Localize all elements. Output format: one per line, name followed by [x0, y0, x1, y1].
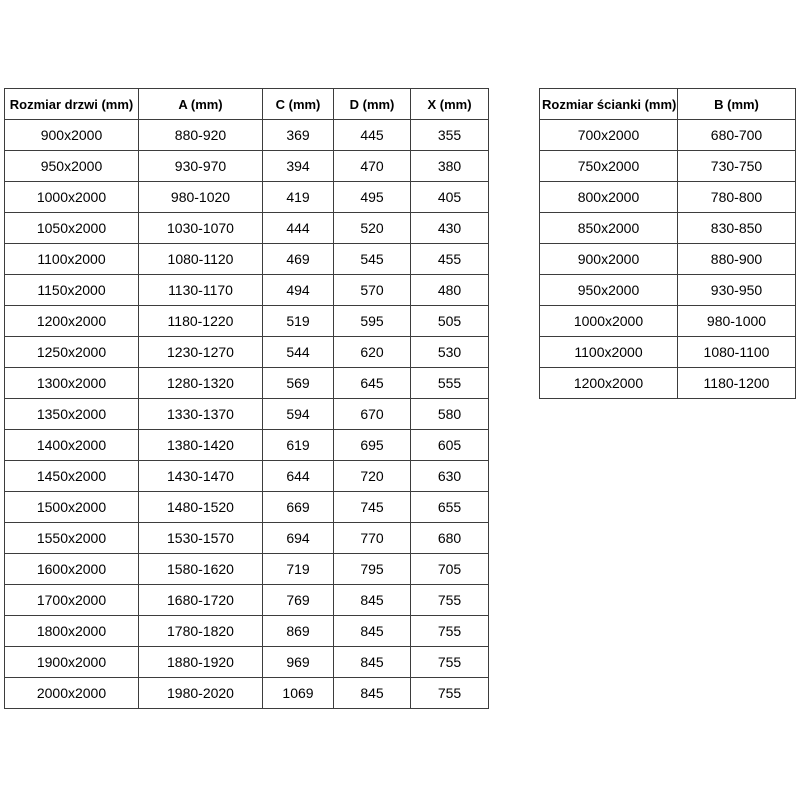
table-cell: 1900x2000 [5, 647, 139, 678]
table-cell: 1500x2000 [5, 492, 139, 523]
table-cell: 1200x2000 [540, 368, 678, 399]
table-cell: 1480-1520 [139, 492, 263, 523]
table-cell: 880-900 [678, 244, 796, 275]
table-cell: 505 [411, 306, 489, 337]
table-row [5, 182, 489, 213]
table-cell: 1580-1620 [139, 554, 263, 585]
table-cell: 755 [411, 678, 489, 709]
table-cell: 1800x2000 [5, 616, 139, 647]
table-cell: 880-920 [139, 120, 263, 151]
table-cell: 394 [263, 151, 334, 182]
wall-size-column-header: Rozmiar ścianki (mm) [540, 89, 678, 120]
table-row [5, 554, 489, 585]
table-cell: 1069 [263, 678, 334, 709]
table-row [5, 523, 489, 554]
table-cell: 780-800 [678, 182, 796, 213]
table-cell: 1680-1720 [139, 585, 263, 616]
table-cell: 1550x2000 [5, 523, 139, 554]
table-cell: 700x2000 [540, 120, 678, 151]
table-cell: 570 [334, 275, 411, 306]
table-cell: 430 [411, 213, 489, 244]
table-cell: 1050x2000 [5, 213, 139, 244]
table-row [5, 368, 489, 399]
table-cell: 1780-1820 [139, 616, 263, 647]
table-cell: 670 [334, 399, 411, 430]
table-row [5, 461, 489, 492]
table-cell: 619 [263, 430, 334, 461]
table-row [5, 306, 489, 337]
table-cell: 630 [411, 461, 489, 492]
table-row [5, 430, 489, 461]
table-row [540, 151, 796, 182]
table-cell: 1700x2000 [5, 585, 139, 616]
table-row [540, 182, 796, 213]
table-cell: 620 [334, 337, 411, 368]
table-cell: 1100x2000 [540, 337, 678, 368]
table-cell: 530 [411, 337, 489, 368]
wall-sizes-table [539, 88, 796, 399]
table-cell: 1000x2000 [5, 182, 139, 213]
table-cell: 2000x2000 [5, 678, 139, 709]
table-cell: 720 [334, 461, 411, 492]
table-cell: 555 [411, 368, 489, 399]
table-cell: 900x2000 [540, 244, 678, 275]
table-cell: 544 [263, 337, 334, 368]
door-a-column-header: A (mm) [139, 89, 263, 120]
table-row [540, 275, 796, 306]
table-cell: 580 [411, 399, 489, 430]
table-cell: 1180-1200 [678, 368, 796, 399]
table-cell: 900x2000 [5, 120, 139, 151]
table-cell: 695 [334, 430, 411, 461]
table-cell: 669 [263, 492, 334, 523]
table-cell: 1330-1370 [139, 399, 263, 430]
table-cell: 680-700 [678, 120, 796, 151]
table-cell: 1150x2000 [5, 275, 139, 306]
table-cell: 750x2000 [540, 151, 678, 182]
table-cell: 869 [263, 616, 334, 647]
table-cell: 545 [334, 244, 411, 275]
table-cell: 1280-1320 [139, 368, 263, 399]
table-cell: 470 [334, 151, 411, 182]
table-cell: 1100x2000 [5, 244, 139, 275]
table-cell: 980-1000 [678, 306, 796, 337]
door-table-body [5, 120, 489, 709]
table-cell: 705 [411, 554, 489, 585]
table-cell: 850x2000 [540, 213, 678, 244]
table-cell: 455 [411, 244, 489, 275]
table-cell: 845 [334, 647, 411, 678]
table-cell: 1080-1100 [678, 337, 796, 368]
table-cell: 969 [263, 647, 334, 678]
table-cell: 1000x2000 [540, 306, 678, 337]
table-cell: 1400x2000 [5, 430, 139, 461]
table-cell: 355 [411, 120, 489, 151]
table-cell: 930-970 [139, 151, 263, 182]
table-cell: 520 [334, 213, 411, 244]
table-cell: 719 [263, 554, 334, 585]
table-cell: 1350x2000 [5, 399, 139, 430]
door-table-header-row [5, 89, 489, 120]
table-cell: 770 [334, 523, 411, 554]
table-cell: 1980-2020 [139, 678, 263, 709]
table-cell: 595 [334, 306, 411, 337]
table-cell: 1530-1570 [139, 523, 263, 554]
wall-table-body [540, 120, 796, 399]
table-row [540, 337, 796, 368]
door-d-column-header: D (mm) [334, 89, 411, 120]
door-sizes-table [4, 88, 489, 709]
table-cell: 594 [263, 399, 334, 430]
table-cell: 519 [263, 306, 334, 337]
table-cell: 1030-1070 [139, 213, 263, 244]
table-cell: 480 [411, 275, 489, 306]
table-cell: 1880-1920 [139, 647, 263, 678]
table-cell: 369 [263, 120, 334, 151]
table-row [5, 275, 489, 306]
table-row [5, 151, 489, 182]
table-cell: 605 [411, 430, 489, 461]
table-cell: 730-750 [678, 151, 796, 182]
table-cell: 845 [334, 616, 411, 647]
table-cell: 950x2000 [5, 151, 139, 182]
table-cell: 1180-1220 [139, 306, 263, 337]
table-cell: 755 [411, 647, 489, 678]
table-cell: 950x2000 [540, 275, 678, 306]
table-row [5, 213, 489, 244]
table-cell: 1430-1470 [139, 461, 263, 492]
table-row [5, 337, 489, 368]
wall-table-header-row [540, 89, 796, 120]
table-cell: 469 [263, 244, 334, 275]
table-row [5, 244, 489, 275]
table-row [540, 244, 796, 275]
table-cell: 755 [411, 585, 489, 616]
table-row [5, 492, 489, 523]
table-cell: 405 [411, 182, 489, 213]
table-cell: 1380-1420 [139, 430, 263, 461]
table-cell: 845 [334, 678, 411, 709]
table-cell: 494 [263, 275, 334, 306]
table-row [540, 213, 796, 244]
table-cell: 444 [263, 213, 334, 244]
table-cell: 830-850 [678, 213, 796, 244]
table-cell: 1230-1270 [139, 337, 263, 368]
table-cell: 445 [334, 120, 411, 151]
table-cell: 795 [334, 554, 411, 585]
table-cell: 380 [411, 151, 489, 182]
table-cell: 569 [263, 368, 334, 399]
table-cell: 980-1020 [139, 182, 263, 213]
table-row [540, 368, 796, 399]
table-cell: 745 [334, 492, 411, 523]
table-cell: 655 [411, 492, 489, 523]
table-row [5, 399, 489, 430]
table-cell: 930-950 [678, 275, 796, 306]
table-cell: 495 [334, 182, 411, 213]
table-cell: 845 [334, 585, 411, 616]
table-row [5, 616, 489, 647]
table-cell: 645 [334, 368, 411, 399]
table-cell: 1600x2000 [5, 554, 139, 585]
table-row [540, 306, 796, 337]
table-cell: 1130-1170 [139, 275, 263, 306]
table-cell: 1250x2000 [5, 337, 139, 368]
table-row [5, 647, 489, 678]
table-cell: 1300x2000 [5, 368, 139, 399]
table-cell: 755 [411, 616, 489, 647]
table-cell: 769 [263, 585, 334, 616]
door-x-column-header: X (mm) [411, 89, 489, 120]
table-cell: 1450x2000 [5, 461, 139, 492]
table-cell: 680 [411, 523, 489, 554]
table-cell: 800x2000 [540, 182, 678, 213]
door-size-column-header: Rozmiar drzwi (mm) [5, 89, 139, 120]
table-row [5, 585, 489, 616]
table-cell: 1080-1120 [139, 244, 263, 275]
wall-b-column-header: B (mm) [678, 89, 796, 120]
table-row [540, 120, 796, 151]
table-cell: 1200x2000 [5, 306, 139, 337]
table-row [5, 120, 489, 151]
table-cell: 644 [263, 461, 334, 492]
table-cell: 694 [263, 523, 334, 554]
table-row [5, 678, 489, 709]
table-cell: 419 [263, 182, 334, 213]
door-c-column-header: C (mm) [263, 89, 334, 120]
